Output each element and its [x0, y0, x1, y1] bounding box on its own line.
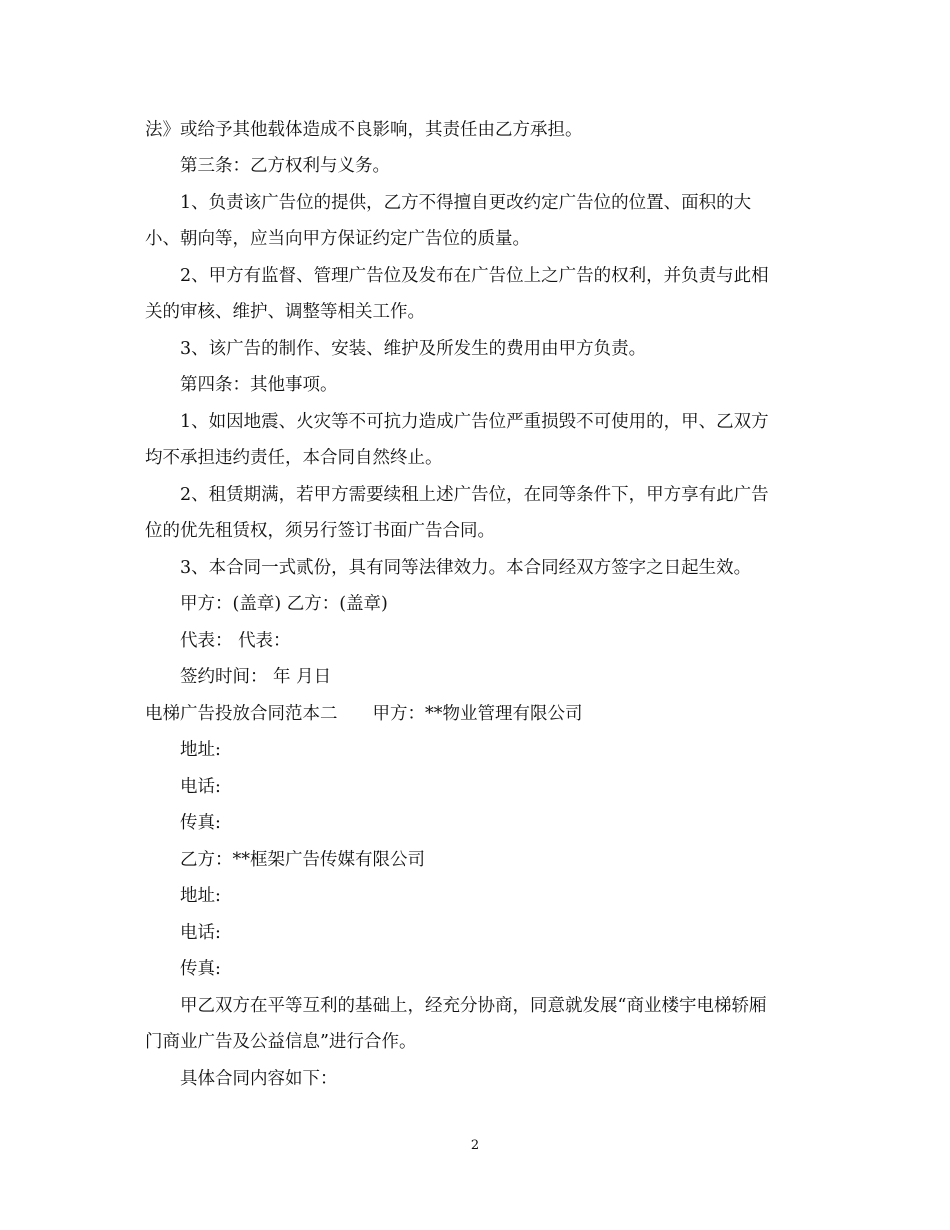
text-line: 均不承担违约责任，本合同自然终止。 [145, 448, 443, 468]
phone-label: 电话: [180, 923, 221, 943]
text-line: 法》或给予其他载体造成不良影响，其责任由乙方承担。 [145, 120, 583, 140]
address-label: 地址: [180, 740, 221, 760]
text-line: 小、朝向等，应当向甲方保证约定广告位的质量。 [145, 229, 530, 249]
section-heading: 第三条：乙方权利与义务。 [180, 156, 390, 176]
signature-line: 甲方：(盖章) 乙方：(盖章) [180, 594, 388, 614]
fax-label: 传真: [180, 813, 221, 833]
address-label: 地址: [180, 886, 221, 906]
text-line: 1、负责该广告位的提供，乙方不得擅自更改约定广告位的位置、面积的大 [180, 193, 752, 213]
phone-label: 电话: [180, 777, 221, 797]
text-line: 关的审核、维护、调整等相关工作。 [145, 302, 425, 322]
text-line: 位的优先租赁权，须另行签订书面广告合同。 [145, 521, 495, 541]
page-number: 2 [470, 1138, 480, 1153]
representative-line: 代表： 代表： [180, 631, 291, 651]
text-line: 3、该广告的制作、安装、维护及所发生的费用由甲方负责。 [180, 339, 647, 359]
party-b-line: 乙方：**框架广告传媒有限公司 [180, 850, 425, 870]
section-heading: 第四条：其他事项。 [180, 375, 338, 395]
fax-label: 传真: [180, 959, 221, 979]
signing-date-line: 签约时间： 年 月日 [180, 667, 332, 687]
text-line: 甲乙双方在平等互利的基础上，经充分协商，同意就发展“商业楼宇电梯轿厢 [180, 996, 767, 1016]
text-line: 3、本合同一式贰份，具有同等法律效力。本合同经双方签字之日起生效。 [180, 558, 752, 578]
text-line: 1、如因地震、火灾等不可抗力造成广告位严重损毁不可使用的，甲、乙双方 [180, 412, 769, 432]
text-line: 具体合同内容如下： [180, 1069, 338, 1089]
text-line: 2、甲方有监督、管理广告位及发布在广告位上之广告的权利，并负责与此相 [180, 266, 769, 286]
text-line: 2、租赁期满，若甲方需要续租上述广告位，在同等条件下，甲方享有此广告 [180, 485, 769, 505]
contract-title-line: 电梯广告投放合同范本二 甲方：**物业管理有限公司 [145, 704, 583, 724]
text-line: 门商业广告及公益信息”进行合作。 [145, 1032, 417, 1052]
